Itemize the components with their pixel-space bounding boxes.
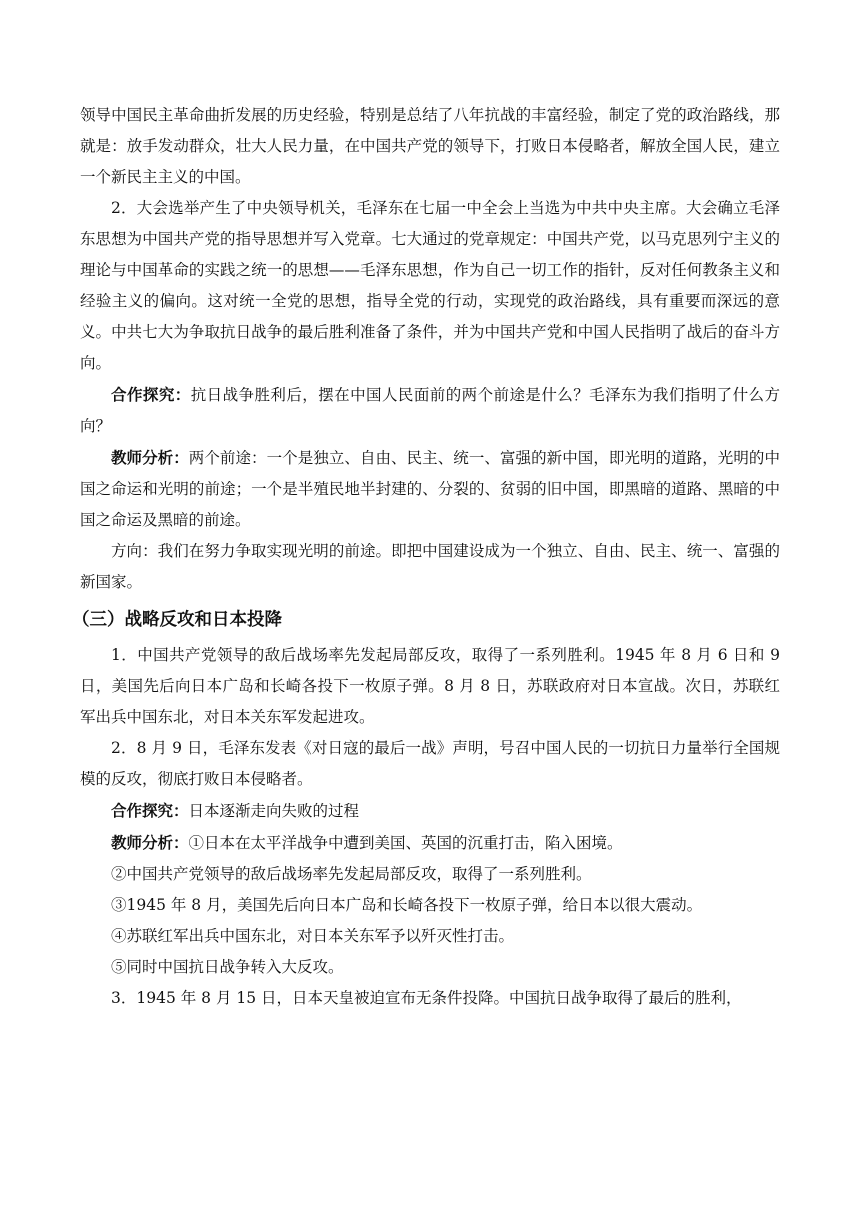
paragraph-direction: 方向：我们在努力争取实现光明的前途。即把中国建设成为一个独立、自由、民主、统一、富强的新国家。 bbox=[80, 542, 780, 591]
document-page bbox=[72, 100, 780, 1014]
analysis-item: ③1945 年 8 月，美国先后向日本广岛和长崎各投下一枚原子弹，给日本以很大震动。 bbox=[111, 896, 703, 914]
cooperative-inquiry-1 bbox=[80, 379, 780, 442]
analysis-text: 两个前途：一个是独立、自由、民主、统一、富强的新中国，即光明的道路，光明的中国之命运和光明的前途；一个是半殖民地半封建的、分裂的、贫弱的旧中国，即黑暗的道路、黑暗的中国之命运及黑暗的前途。 bbox=[80, 449, 780, 529]
cooperative-inquiry-2 bbox=[80, 795, 780, 827]
paragraph-central-leadership: 2．大会选举产生了中央领导机关，毛泽东在七届一中全会上当选为中共中央主席。大会确立毛泽东思想为中国共产党的指导思想并写入党章。七大通过的党章规定：中国共产党，以马克思列宁主义的理论与中国革命的实践之统一的思想——毛泽东思想，作为自己一切工作的指针，反对任何教条主义和经验主义的偏向。这对统一全党的思想，指导全党的行动，实现党的政治路线，具有重要而深远的意义。中共七大为争取抗日战争的最后胜利准备了条件，并为中国共产党和中国人民指明了战后的奋斗方向。 bbox=[80, 199, 780, 372]
analysis-label: 教师分析： bbox=[111, 448, 189, 467]
analysis-label: 教师分析： bbox=[111, 833, 189, 852]
inquiry-text: 抗日战争胜利后，摆在中国人民面前的两个前途是什么？毛泽东为我们指明了什么方向？ bbox=[80, 386, 780, 435]
inquiry-label: 合作探究： bbox=[111, 801, 189, 820]
paragraph-party-line: 领导中国民主革命曲折发展的历史经验，特别是总结了八年抗战的丰富经验，制定了党的政治路线，那就是：放手发动群众，壮大人民力量，在中国共产党的领导下，打败日本侵略者，解放全国人民，建立一个新民主主义的中国。 bbox=[80, 106, 780, 186]
analysis-text: ①日本在太平洋战争中遭到美国、英国的沉重打击，陷入困境。 bbox=[188, 834, 623, 852]
inquiry-label: 合作探究： bbox=[111, 385, 191, 404]
section-heading: （三）战略反攻和日本投降 bbox=[72, 610, 282, 630]
paragraph-counteroffensive: 1．中国共产党领导的敌后战场率先发起局部反攻，取得了一系列胜利。1945 年 8 月 6 日和 9 日，美国先后向日本广岛和长崎各投下一枚原子弹。8 月 8 日，苏联政府对日本宣战。次日，苏联红军出兵中国东北，对日本关东军发起进攻。 bbox=[80, 646, 780, 726]
paragraph-mao-statement: 2．8 月 9 日，毛泽东发表《对日寇的最后一战》声明，号召中国人民的一切抗日力量举行全国规模的反攻，彻底打败日本侵略者。 bbox=[80, 739, 780, 788]
analysis-item: ⑤同时中国抗日战争转入大反攻。 bbox=[111, 958, 344, 976]
teacher-analysis-2 bbox=[80, 827, 780, 859]
analysis-item: ②中国共产党领导的敌后战场率先发起局部反攻，取得了一系列胜利。 bbox=[111, 865, 592, 883]
inquiry-text: 日本逐渐走向失败的过程 bbox=[188, 802, 360, 820]
paragraph-surrender: 3．1945 年 8 月 15 日，日本天皇被迫宣布无条件投降。中国抗日战争取得了最后的胜利， bbox=[111, 989, 742, 1007]
analysis-item: ④苏联红军出兵中国东北，对日本关东军予以歼灭性打击。 bbox=[111, 927, 515, 945]
teacher-analysis-1 bbox=[80, 442, 780, 536]
